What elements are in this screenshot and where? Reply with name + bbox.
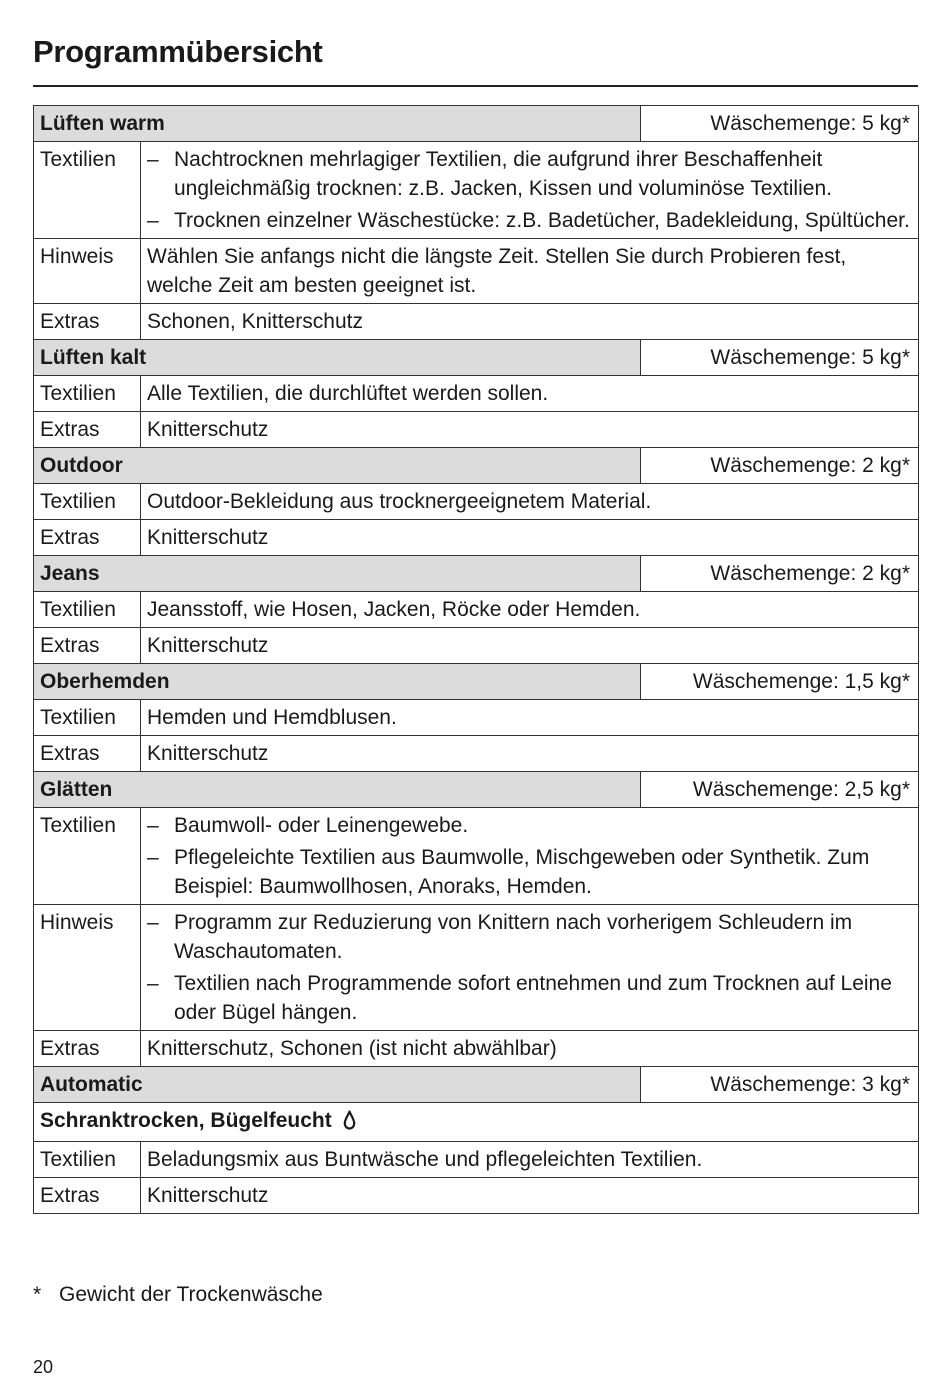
bullet-list <box>147 811 912 901</box>
row-label: Textilien <box>34 376 141 412</box>
row-content: Hemden und Hemdblusen. <box>141 700 919 736</box>
table-row <box>34 808 919 905</box>
row-label: Hinweis <box>34 239 141 304</box>
row-label: Hinweis <box>34 905 141 1031</box>
row-label: Extras <box>34 1031 141 1067</box>
row-content <box>141 142 919 239</box>
program-header-outdoor <box>34 448 919 484</box>
table-row <box>34 142 919 239</box>
row-content: Jeansstoff, wie Hosen, Jacken, Röcke oder Hemden. <box>141 592 919 628</box>
row-label: Textilien <box>34 808 141 905</box>
row-content <box>141 905 919 1031</box>
row-label: Extras <box>34 736 141 772</box>
program-name: Outdoor <box>34 448 641 484</box>
program-table <box>33 105 919 1214</box>
program-name: Automatic <box>34 1067 641 1103</box>
list-item: – Baumwoll- oder Leinengewebe. <box>147 811 912 840</box>
title-divider <box>33 85 918 87</box>
program-name: Jeans <box>34 556 641 592</box>
load-capacity: Wäschemenge: 2 kg* <box>641 556 919 592</box>
program-header-lueften-warm <box>34 106 919 142</box>
list-item: – Trocknen einzelner Wäschestücke: z.B. Badetücher, Badekleidung, Spültücher. <box>147 206 912 235</box>
page-title: Programmübersicht <box>33 34 323 69</box>
row-label: Textilien <box>34 142 141 239</box>
footnote-text: Gewicht der Trockenwäsche <box>59 1283 323 1306</box>
table-row <box>34 905 919 1031</box>
table-row <box>34 520 919 556</box>
table-row <box>34 376 919 412</box>
load-capacity: Wäschemenge: 1,5 kg* <box>641 664 919 700</box>
program-header-jeans <box>34 556 919 592</box>
row-label: Extras <box>34 304 141 340</box>
table-row <box>34 412 919 448</box>
row-label: Extras <box>34 520 141 556</box>
row-content: Knitterschutz <box>141 520 919 556</box>
program-name: Oberhemden <box>34 664 641 700</box>
program-subtitle-text: Schranktrocken, Bügelfeucht <box>40 1109 332 1132</box>
row-label: Extras <box>34 412 141 448</box>
table-row <box>34 484 919 520</box>
table-row <box>34 304 919 340</box>
row-content: Outdoor-Bekleidung aus trocknergeeignetem Material. <box>141 484 919 520</box>
row-content <box>141 808 919 905</box>
list-item: – Textilien nach Programmende sofort entnehmen und zum Trocknen auf Leine oder Bügel hängen. <box>147 969 912 1027</box>
row-content: Knitterschutz <box>141 1178 919 1214</box>
row-label: Textilien <box>34 592 141 628</box>
program-subheader <box>34 1103 919 1142</box>
row-label: Textilien <box>34 484 141 520</box>
row-content: Knitterschutz <box>141 628 919 664</box>
table-row <box>34 1142 919 1178</box>
table-row <box>34 1031 919 1067</box>
bullet-list <box>147 908 912 1027</box>
program-name: Glätten <box>34 772 641 808</box>
table-row <box>34 1178 919 1214</box>
bullet-list <box>147 145 912 235</box>
row-content: Knitterschutz <box>141 736 919 772</box>
program-header-oberhemden <box>34 664 919 700</box>
load-capacity: Wäschemenge: 5 kg* <box>641 340 919 376</box>
load-capacity: Wäschemenge: 5 kg* <box>641 106 919 142</box>
row-content: Knitterschutz <box>141 412 919 448</box>
row-content: Alle Textilien, die durchlüftet werden sollen. <box>141 376 919 412</box>
table-row <box>34 628 919 664</box>
load-capacity: Wäschemenge: 2,5 kg* <box>641 772 919 808</box>
footnote <box>33 1283 323 1307</box>
row-content: Beladungsmix aus Buntwäsche und pflegeleichten Textilien. <box>141 1142 919 1178</box>
row-content: Wählen Sie anfangs nicht die längste Zeit. Stellen Sie durch Probieren fest, welche Zeit am besten geeignet ist. <box>141 239 919 304</box>
list-item: – Nachtrocknen mehrlagiger Textilien, die aufgrund ihrer Beschaffenheit ungleichmäßig trocknen: z.B. Jacken, Kissen und voluminöse Textilien. <box>147 145 912 203</box>
footnote-mark: * <box>33 1283 42 1306</box>
table-row <box>34 736 919 772</box>
program-header-glaetten <box>34 772 919 808</box>
row-label: Extras <box>34 1178 141 1214</box>
load-capacity: Wäschemenge: 3 kg* <box>641 1067 919 1103</box>
load-capacity: Wäschemenge: 2 kg* <box>641 448 919 484</box>
page-number: 20 <box>33 1357 54 1377</box>
row-label: Extras <box>34 628 141 664</box>
program-header-lueften-kalt <box>34 340 919 376</box>
program-name: Lüften warm <box>34 106 641 142</box>
program-name: Lüften kalt <box>34 340 641 376</box>
list-item: – Pflegeleichte Textilien aus Baumwolle, Mischgeweben oder Synthetik. Zum Beispiel: Baumwollhosen, Anoraks, Hemden. <box>147 843 912 901</box>
row-label: Textilien <box>34 700 141 736</box>
table-row <box>34 700 919 736</box>
row-label: Textilien <box>34 1142 141 1178</box>
table-row <box>34 239 919 304</box>
row-content: Knitterschutz, Schonen (ist nicht abwählbar) <box>141 1031 919 1067</box>
list-item: – Programm zur Reduzierung von Knittern nach vorherigem Schleudern im Waschautomaten. <box>147 908 912 966</box>
row-content: Schonen, Knitterschutz <box>141 304 919 340</box>
drop-icon <box>343 1109 356 1138</box>
program-subtitle <box>34 1103 919 1142</box>
table-row <box>34 592 919 628</box>
program-header-automatic <box>34 1067 919 1103</box>
